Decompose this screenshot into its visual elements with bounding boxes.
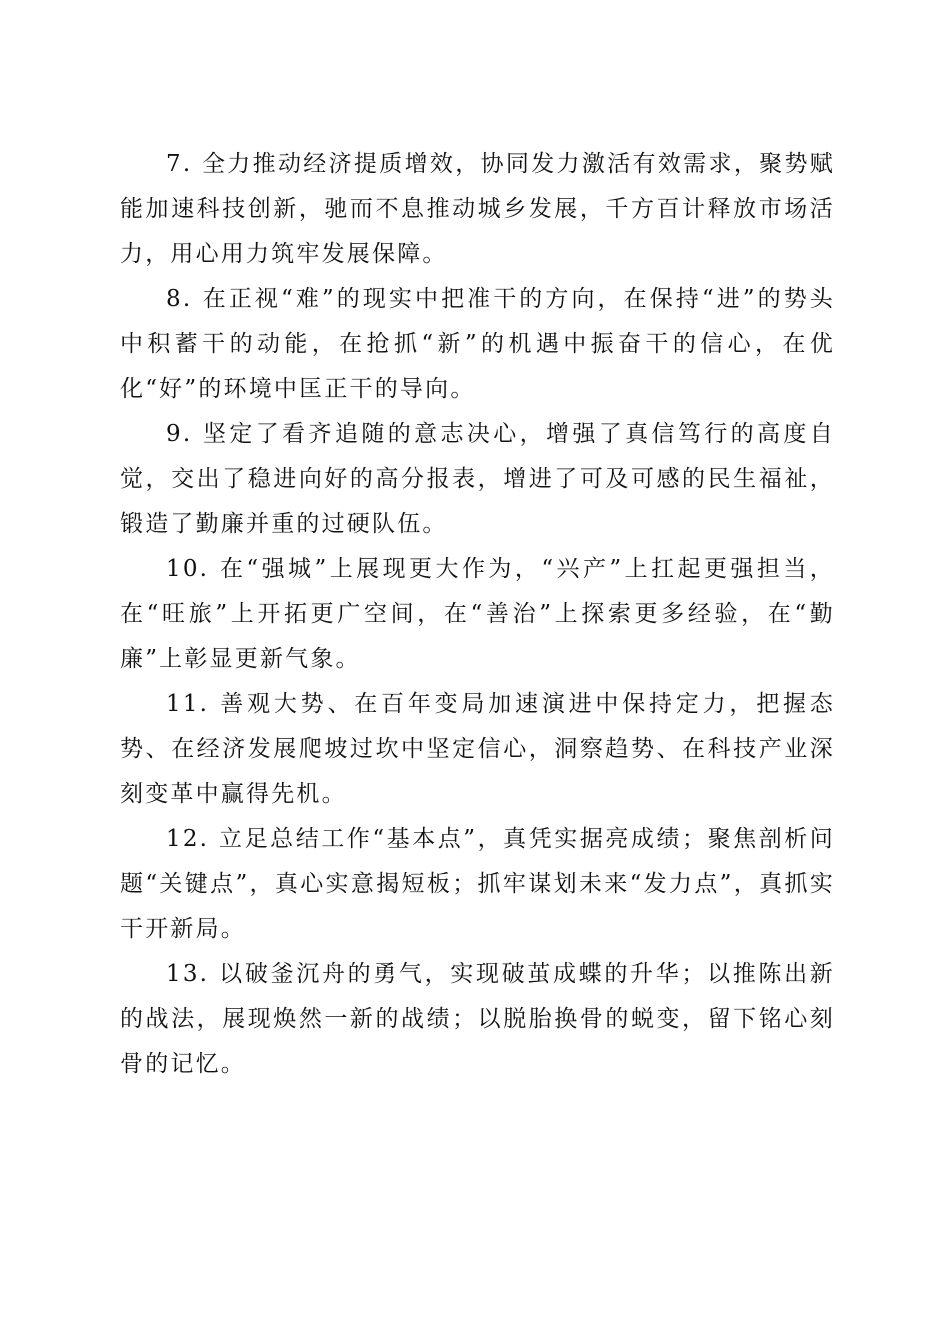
paragraph-9: 9. 坚定了看齐追随的意志决心，增强了真信笃行的高度自觉，交出了稳进向好的高分报表，增进了可及可感的民生福祉，锻造了勤廉并重的过硬队伍。 (120, 421, 835, 537)
paragraph-12: 12. 立足总结工作“基本点”，真凭实据亮成绩；聚焦剖析问题“关键点”，真心实意揭短板；抓牢谋划未来“发力点”，真抓实干开新局。 (120, 826, 835, 942)
paragraph-13: 13. 以破釜沉舟的勇气，实现破茧成蝶的升华；以推陈出新的战法，展现焕然一新的战绩；以脱胎换骨的蜕变，留下铭心刻骨的记忆。 (120, 961, 835, 1077)
paragraph-7: 7. 全力推动经济提质增效，协同发力激活有效需求，聚势赋能加速科技创新，驰而不息推动城乡发展，千方百计释放市场活力，用心用力筑牢发展保障。 (120, 151, 835, 267)
paragraph-10: 10. 在“强城”上展现更大作为，“兴产”上扛起更强担当，在“旺旅”上开拓更广空间，在“善治”上探索更多经验，在“勤廉”上彰显更新气象。 (120, 556, 835, 672)
paragraph-8: 8. 在正视“难”的现实中把准干的方向，在保持“进”的势头中积蓄干的动能，在抢抓“新”的机遇中振奋干的信心，在优化“好”的环境中匡正干的导向。 (120, 286, 835, 402)
document-body (120, 142, 835, 1087)
paragraph-11: 11. 善观大势、在百年变局加速演进中保持定力，把握态势、在经济发展爬坡过坎中坚定信心，洞察趋势、在科技产业深刻变革中赢得先机。 (120, 691, 835, 807)
